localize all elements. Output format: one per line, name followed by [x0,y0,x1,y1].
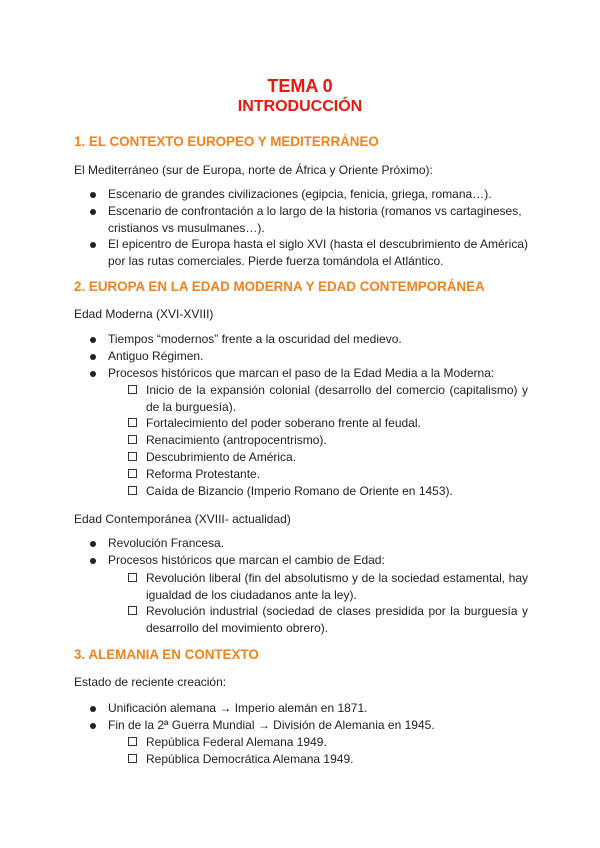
sub-list-item: Inicio de la expansión colonial (desarrollo del comercio (capitalismo) y de la burguesía). [146,383,528,414]
checkbox-icon [128,452,137,461]
paragraph: Edad Contemporánea (XVIII- actualidad) [74,512,291,526]
list-item: Tiempos “modernos” frente a la oscuridad del medievo. [108,332,402,346]
sub-list-item: Fortalecimiento del poder soberano frente al feudal. [146,416,421,430]
sub-list-item: República Federal Alemana 1949. [146,735,327,749]
sub-list-item: República Democrática Alemana 1949. [146,752,354,766]
bullet-icon [90,541,96,547]
section-heading: 3. ALEMANIA EN CONTEXTO [74,647,259,662]
section-heading: 2. EUROPA EN LA EDAD MODERNA Y EDAD CONTEMPORÁNEA [74,279,485,294]
checkbox-icon [128,385,137,394]
bullet-icon [90,192,96,198]
document-subtitle: INTRODUCCIÓN [237,98,363,115]
list-item: Unificación alemana → Imperio alemán en 1871. [108,701,368,715]
sub-list-item: Caída de Bizancio (Imperio Romano de Oriente en 1453). [146,484,453,498]
sub-list-item: Reforma Protestante. [146,467,261,481]
bullet-icon [90,558,96,564]
bullet-icon [90,706,96,712]
checkbox-icon [128,486,137,495]
section-heading: 1. EL CONTEXTO EUROPEO Y MEDITERRÁNEO [74,134,379,149]
list-item: Revolución Francesa. [108,536,225,550]
checkbox-icon [128,606,137,615]
checkbox-icon [128,573,137,582]
bullet-icon [90,354,96,360]
list-item: Fin de la 2ª Guerra Mundial → División de Alemania en 1945. [108,718,435,732]
list-item: Antiguo Régimen. [108,349,204,363]
document-title: TEMA 0 [267,76,333,96]
list-item: El epicentro de Europa hasta el siglo XVI (hasta el descubrimiento de América) por las rutas comerciales. Pierde fuerza tomándola el Atlántico. [108,237,528,268]
sub-list-item: Revolución industrial (sociedad de clases presidida por la burguesía y desarrollo del movimiento obrero). [146,604,528,635]
paragraph: Edad Moderna (XVI-XVIII) [74,307,214,321]
sub-list-item: Renacimiento (antropocentrismo). [146,433,327,447]
list-item: Escenario de confrontación a lo largo de la historia (romanos vs cartagineses, cristianos vs musulmanes…). [108,204,522,235]
list-item: Procesos históricos que marcan el paso de la Edad Media a la Moderna: [108,366,495,380]
checkbox-icon [128,754,137,763]
list-item: Procesos históricos que marcan el cambio de Edad: [108,553,385,567]
checkbox-icon [128,418,137,427]
checkbox-icon [128,737,137,746]
list-item: Escenario de grandes civilizaciones (egipcia, fenicia, griega, romana…). [108,187,492,201]
bullet-icon [90,337,96,343]
bullet-icon [90,242,96,248]
bullet-icon [90,371,96,377]
checkbox-icon [128,435,137,444]
paragraph: Estado de reciente creación: [74,675,227,689]
bullet-icon [90,723,96,729]
bullet-icon [90,209,96,215]
sub-list-item: Descubrimiento de América. [146,450,297,464]
paragraph: El Mediterráneo (sur de Europa, norte de África y Oriente Próximo): [74,163,433,177]
sub-list-item: Revolución liberal (fin del absolutismo y de la sociedad estamental, hay igualdad de los ciudadanos ante la ley). [146,571,528,602]
checkbox-icon [128,469,137,478]
